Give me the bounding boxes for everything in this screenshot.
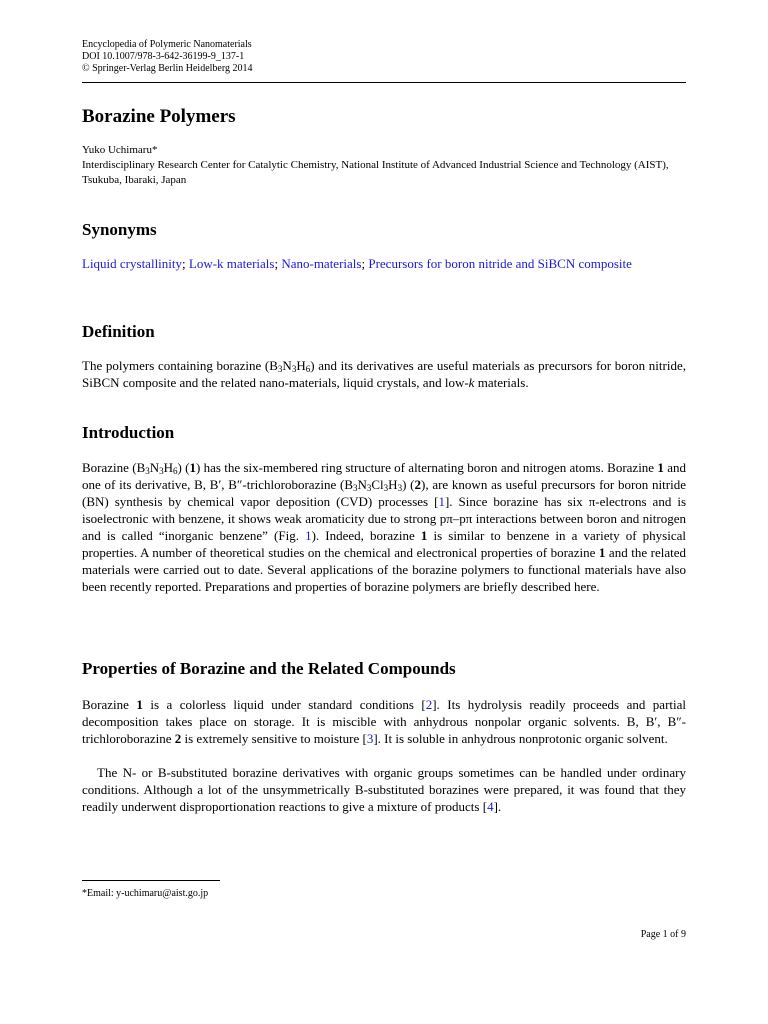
synonym-link-low-k[interactable]: Low-k materials — [188, 256, 275, 271]
synonym-link-precursors[interactable]: Precursors for boron nitride and SiBCN composite — [368, 256, 632, 271]
synonyms-heading: Synonyms — [82, 220, 157, 239]
introduction-text: Borazine $(B_3N_3H_6)$ (1) has the six-membered ring structure of alternating boron and nitrogen atoms. Borazine 1 and one of its derivative, B, B′, B″-trichloroborazine $(B_3N_3Cl_3H_3)$ (2), are known as useful precursors for boron nitride (BN) synthesis by chemical vapor deposition (CVD) processes [1]. Since borazine has six π-electrons and is isoelectronic with benzene, it shows weak aromaticity due to strong pπ–pπ interactions between boron and nitrogen and is called “inorganic benzene” (Fig. 1). Indeed, borazine 1 is similar to benzene in a variety of physical properties. A number of theoretical studies on the chemical and electronical properties of borazine 1 and the related materials were carried out to date. Several applications of the borazine polymers to functional materials have also been recently reported. Preparations and properties of borazine polymers are briefly described here. — [82, 460, 686, 594]
page-title: Borazine Polymers — [82, 106, 236, 127]
affiliation: Interdisciplinary Research Center for Catalytic Chemistry, National Institute of Advanced Industrial Science and Technology (AIST), Tsukuba, Ibaraki, Japan — [82, 159, 669, 186]
doi: DOI 10.1007/978-3-642-36199-9_137-1 — [82, 51, 245, 62]
journal-name: Encyclopedia of Polymeric Nanomaterials — [82, 39, 252, 50]
footnote-email: *Email: y-uchimaru@aist.go.jp — [82, 888, 209, 899]
citation-link-4[interactable]: 4 — [487, 799, 494, 814]
author-name: Yuko Uchimaru* — [82, 144, 158, 156]
definition-heading: Definition — [82, 322, 155, 341]
citation-link-2[interactable]: 2 — [425, 697, 433, 712]
citation-link-3[interactable]: 3 — [366, 731, 374, 746]
properties-paragraph-2: The N- or B-substituted borazine derivatives with organic groups sometimes can be handled under ordinary conditions. Although a lot of the unsymmetrically B-substituted borazines were prepared, it was found that they readily underwent disproportionation reactions to give a mixture of products [4]. — [82, 765, 686, 814]
synonym-link-nano-materials[interactable]: Nano-materials — [281, 256, 362, 271]
author-block — [82, 143, 686, 188]
header-meta — [82, 39, 253, 75]
document-page — [82, 0, 686, 1024]
header-rule — [82, 82, 686, 83]
footnote-rule — [82, 880, 220, 881]
figure-link-1[interactable]: 1 — [305, 528, 312, 543]
synonyms-list: Liquid crystallinity; Low-k materials; Nano-materials; Precursors for boron nitride and SiBCN composite — [82, 256, 632, 271]
properties-heading: Properties of Borazine and the Related Compounds — [82, 659, 456, 678]
definition-text: The polymers containing borazine $(B_3N_3H_6)$ and its derivatives are useful materials as precursors for boron nitride, SiBCN composite and the related nano-materials, liquid crystals, and low-k materials. — [82, 358, 686, 390]
properties-paragraph-1: Borazine 1 is a colorless liquid under standard conditions [2]. Its hydrolysis readily proceeds and partial decomposition takes place on storage. It is miscible with anhydrous nonpolar organic solvents. B, B′, B″-trichloroborazine 2 is extremely sensitive to moisture [3]. It is soluble in anhydrous nonprotonic organic solvent. — [82, 697, 687, 746]
synonym-link-liquid-crystallinity[interactable]: Liquid crystallinity — [82, 256, 183, 271]
introduction-heading: Introduction — [82, 423, 175, 442]
page-number: Page 1 of 9 — [640, 929, 686, 940]
citation-link-1[interactable]: 1 — [438, 494, 445, 509]
copyright: © Springer-Verlag Berlin Heidelberg 2014 — [82, 63, 253, 74]
